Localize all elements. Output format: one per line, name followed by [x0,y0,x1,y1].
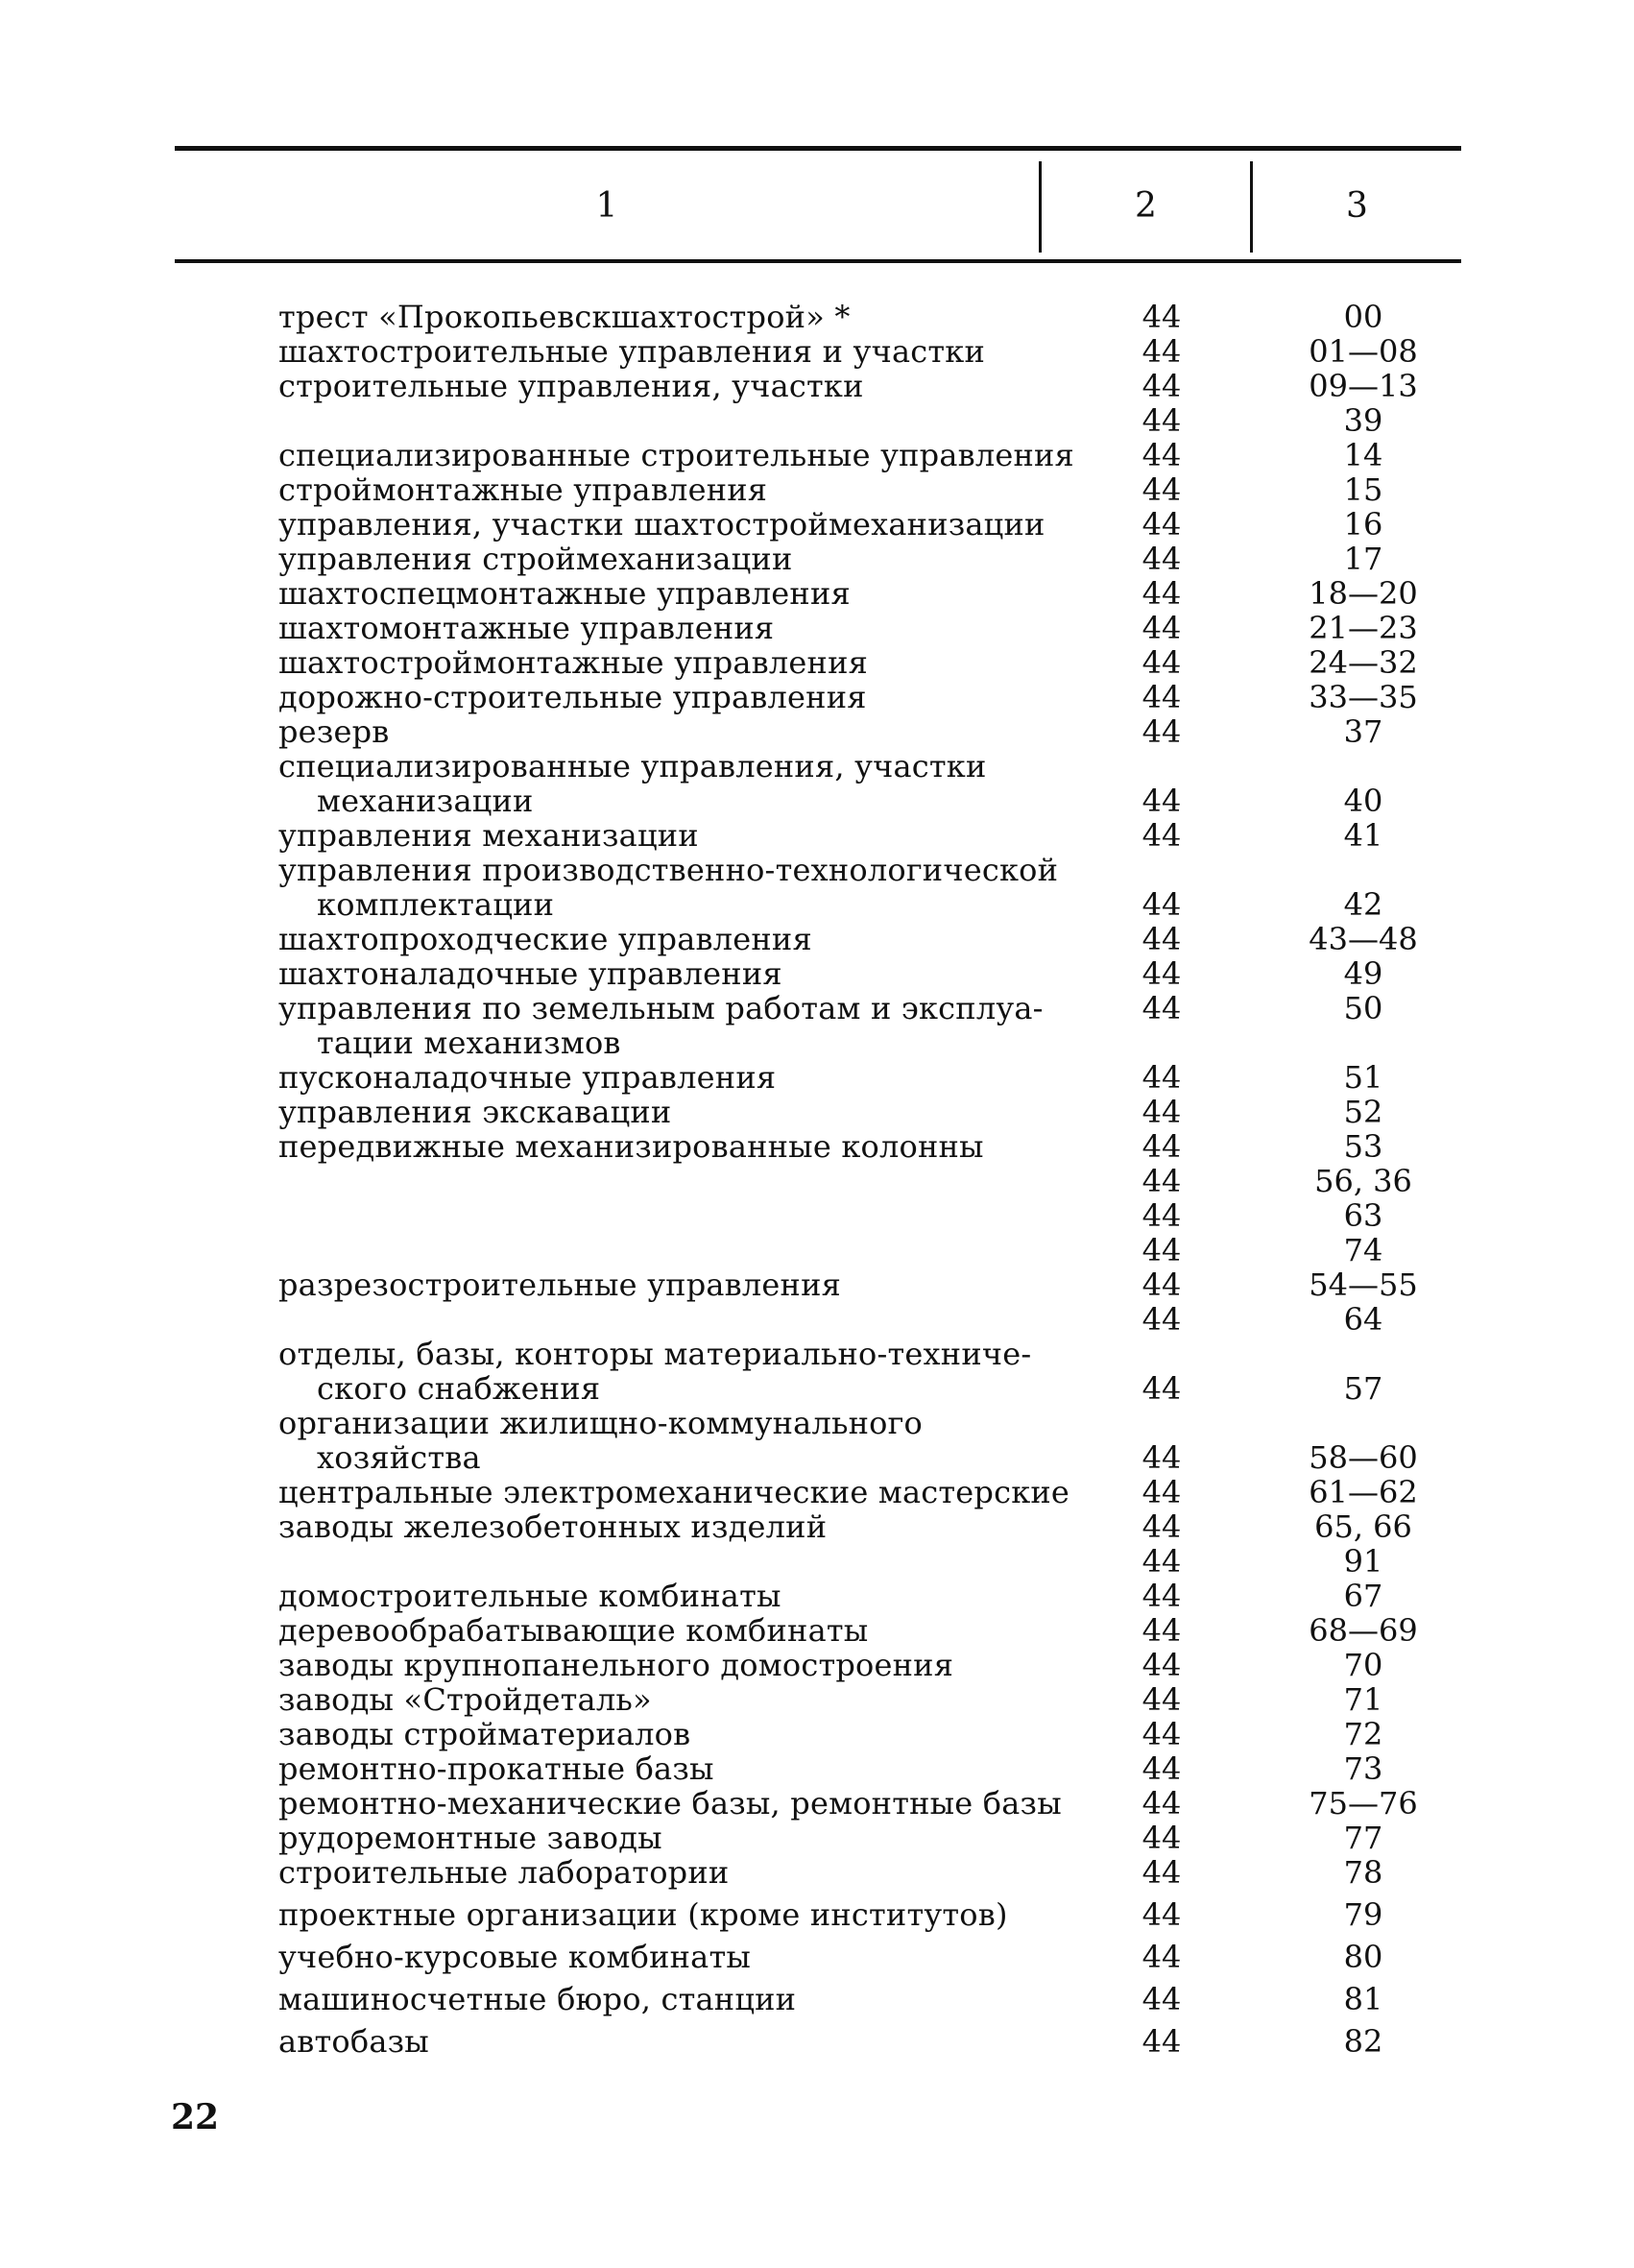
table-row [0,1440,1634,1475]
code-column-2: 44 [1141,575,1182,612]
code-column-2: 44 [1141,1508,1182,1545]
organization-name: шахтоспецмонтажные управления [278,575,851,612]
table-row [0,1613,1634,1648]
code-column-2: 44 [1141,1981,1182,2017]
organization-name: организации жилищно-коммунального [278,1405,924,1441]
code-column-2: 44 [1141,1939,1182,1975]
code-column-2: 44 [1141,1474,1182,1510]
code-column-3: 77 [1343,1820,1383,1856]
table-row [0,507,1634,542]
code-column-3: 33—35 [1309,679,1418,715]
code-column-2: 44 [1141,1370,1182,1407]
code-column-3: 15 [1343,471,1383,508]
code-column-2: 44 [1141,1612,1182,1649]
code-column-3: 70 [1343,1647,1383,1683]
table-row [0,645,1634,680]
code-column-2: 44 [1141,1197,1182,1234]
table-row [0,369,1634,403]
table-row [0,1544,1634,1579]
code-column-2: 44 [1141,921,1182,957]
code-column-2: 44 [1141,990,1182,1026]
organization-name: строительные управления, участки [278,368,864,404]
table-row [0,438,1634,472]
table-row [0,922,1634,956]
code-column-3: 78 [1343,1854,1383,1891]
code-column-2: 44 [1141,1439,1182,1476]
code-column-3: 75—76 [1309,1785,1418,1822]
table-row [0,1198,1634,1233]
code-column-3: 50 [1343,990,1383,1026]
code-column-3: 41 [1343,817,1383,854]
table-header-rule [175,259,1461,263]
code-column-3: 00 [1343,299,1383,335]
table-row [0,1302,1634,1337]
organization-name: специализированные строительные управления [278,437,1074,473]
table-row [0,1751,1634,1786]
code-column-3: 72 [1343,1716,1383,1752]
organization-name: разрезостроительные управления [278,1267,841,1303]
code-column-2: 44 [1141,1059,1182,1096]
table-row [0,576,1634,611]
organization-name: управления производственно-технологической [278,852,1059,888]
code-column-2: 44 [1141,1647,1182,1683]
table-row [0,853,1634,887]
organization-name: хозяйства [317,1439,481,1476]
table-row [0,1129,1634,1164]
code-column-3: 24—32 [1309,644,1418,681]
code-column-2: 44 [1141,1896,1182,1933]
code-column-3: 71 [1343,1681,1383,1718]
code-column-2: 44 [1141,1267,1182,1303]
table-row [0,542,1634,576]
organization-name: заводы «Стройдеталь» [278,1681,652,1718]
code-column-2: 44 [1141,1681,1182,1718]
table-row [0,1406,1634,1440]
organization-name: резерв [278,713,390,750]
table-row [0,1267,1634,1302]
organization-name: дорожно-строительные управления [278,679,867,715]
code-column-2: 44 [1141,1094,1182,1130]
code-column-2: 44 [1141,1543,1182,1580]
code-column-3: 91 [1343,1543,1383,1580]
table-row [0,991,1634,1025]
organization-name: заводы стройматериалов [278,1716,691,1752]
code-column-2: 44 [1141,679,1182,715]
code-column-3: 53 [1343,1128,1383,1165]
code-column-3: 74 [1343,1232,1383,1268]
organization-name: механизации [317,783,534,819]
code-column-3: 14 [1343,437,1383,473]
table-row [0,1982,1634,2016]
organization-name: передвижные механизированные колонны [278,1128,984,1165]
table-row [0,472,1634,507]
code-column-3: 01—08 [1309,333,1418,370]
organization-name: машиносчетные бюро, станции [278,1981,797,2017]
code-column-3: 52 [1343,1094,1383,1130]
table-row [0,611,1634,645]
code-column-2: 44 [1141,299,1182,335]
organization-name: управления, участки шахтостроймеханизации [278,506,1045,543]
organization-name: шахтомонтажные управления [278,610,775,646]
code-column-3: 73 [1343,1750,1383,1787]
organization-name: комплектации [317,886,555,923]
organization-name: управления по земельным работам и эксплуа- [278,990,1044,1026]
code-column-3: 42 [1343,886,1383,923]
code-column-3: 09—13 [1309,368,1418,404]
table-row [0,1648,1634,1682]
organization-name: шахтопроходческие управления [278,921,812,957]
table-row [0,1233,1634,1267]
code-column-3: 54—55 [1309,1267,1418,1303]
table-row [0,1682,1634,1717]
code-column-2: 44 [1141,333,1182,370]
organization-name: ского снабжения [317,1370,601,1407]
organization-name: автобазы [278,2023,429,2060]
table-row [0,1060,1634,1095]
organization-name: специализированные управления, участки [278,748,987,784]
organization-name: управления строймеханизации [278,541,793,577]
table-row [0,403,1634,438]
table-top-rule [175,146,1461,151]
code-column-3: 67 [1343,1578,1383,1614]
code-column-3: 17 [1343,541,1383,577]
organization-name: тации механизмов [317,1025,621,1061]
table-row [0,1579,1634,1613]
table-row [0,680,1634,714]
code-column-2: 44 [1141,1785,1182,1822]
code-column-3: 81 [1343,1981,1383,2017]
column-header-1: 1 [595,186,618,226]
code-column-2: 44 [1141,1128,1182,1165]
organization-name: строймонтажные управления [278,471,768,508]
code-column-2: 44 [1141,886,1182,923]
code-column-2: 44 [1141,1232,1182,1268]
organization-name: трест «Прокопьевскшахтострой» * [278,299,851,335]
code-column-2: 44 [1141,817,1182,854]
code-column-2: 44 [1141,1163,1182,1199]
table-row [0,1855,1634,1890]
table-row [0,714,1634,749]
code-column-2: 44 [1141,2023,1182,2060]
code-column-2: 44 [1141,1578,1182,1614]
table-row [0,1821,1634,1855]
table-row [0,1095,1634,1129]
organization-name: центральные электромеханические мастерские [278,1474,1070,1510]
code-column-2: 44 [1141,506,1182,543]
page-number: 22 [171,2097,220,2137]
code-column-3: 61—62 [1309,1474,1418,1510]
organization-name: заводы крупнопанельного домостроения [278,1647,954,1683]
organization-name: управления экскавации [278,1094,672,1130]
code-column-2: 44 [1141,1854,1182,1891]
table-row [0,1509,1634,1544]
code-column-2: 44 [1141,471,1182,508]
code-column-3: 64 [1343,1301,1383,1338]
organization-name: строительные лаборатории [278,1854,730,1891]
code-column-2: 44 [1141,644,1182,681]
table-row [0,1371,1634,1406]
code-column-2: 44 [1141,402,1182,439]
organization-name: проектные организации (кроме институтов) [278,1896,1008,1933]
code-column-2: 44 [1141,955,1182,992]
code-column-3: 43—48 [1309,921,1418,957]
table-row [0,1786,1634,1821]
organization-name: заводы железобетонных изделий [278,1508,828,1545]
code-column-3: 65, 66 [1314,1508,1412,1545]
organization-name: отделы, базы, конторы материально-техниче- [278,1336,1032,1372]
code-column-3: 58—60 [1309,1439,1418,1476]
table-body [0,300,1634,2059]
code-column-3: 63 [1343,1197,1383,1234]
code-column-3: 79 [1343,1896,1383,1933]
table-row [0,784,1634,818]
table-row [0,300,1634,334]
table-row [0,818,1634,853]
table-row [0,1337,1634,1371]
code-column-2: 44 [1141,368,1182,404]
code-column-2: 44 [1141,541,1182,577]
code-column-3: 18—20 [1309,575,1418,612]
code-column-3: 51 [1343,1059,1383,1096]
code-column-2: 44 [1141,783,1182,819]
table-row [0,956,1634,991]
code-column-2: 44 [1141,610,1182,646]
column-header-2: 2 [1135,186,1157,226]
code-column-3: 80 [1343,1939,1383,1975]
organization-name: домостроительные комбинаты [278,1578,781,1614]
code-column-3: 82 [1343,2023,1383,2060]
organization-name: деревообрабатывающие комбинаты [278,1612,869,1649]
table-row [0,1940,1634,1974]
column-header-3: 3 [1346,186,1368,226]
code-column-3: 57 [1343,1370,1383,1407]
table-row [0,1475,1634,1509]
code-column-2: 44 [1141,437,1182,473]
code-column-3: 39 [1343,402,1383,439]
code-column-3: 16 [1343,506,1383,543]
organization-name: учебно-курсовые комбинаты [278,1939,752,1975]
table-row [0,334,1634,369]
code-column-3: 37 [1343,713,1383,750]
code-column-3: 40 [1343,783,1383,819]
table-row [0,887,1634,922]
code-column-2: 44 [1141,1301,1182,1338]
organization-name: ремонтно-механические базы, ремонтные базы [278,1785,1062,1822]
code-column-2: 44 [1141,713,1182,750]
organization-name: шахтоналадочные управления [278,955,782,992]
code-column-3: 68—69 [1309,1612,1418,1649]
code-column-3: 56, 36 [1314,1163,1412,1199]
table-row [0,1025,1634,1060]
table-row [0,1897,1634,1932]
code-column-3: 49 [1343,955,1383,992]
organization-name: пусконаладочные управления [278,1059,777,1096]
table-row [0,749,1634,784]
organization-name: ремонтно-прокатные базы [278,1750,714,1787]
organization-name: управления механизации [278,817,699,854]
code-column-2: 44 [1141,1820,1182,1856]
code-column-2: 44 [1141,1750,1182,1787]
code-column-2: 44 [1141,1716,1182,1752]
table-row [0,1717,1634,1751]
organization-name: шахтостроймонтажные управления [278,644,868,681]
code-column-3: 21—23 [1309,610,1418,646]
organization-name: рудоремонтные заводы [278,1820,662,1856]
table-row [0,2024,1634,2059]
table-row [0,1164,1634,1198]
organization-name: шахтостроительные управления и участки [278,333,985,370]
